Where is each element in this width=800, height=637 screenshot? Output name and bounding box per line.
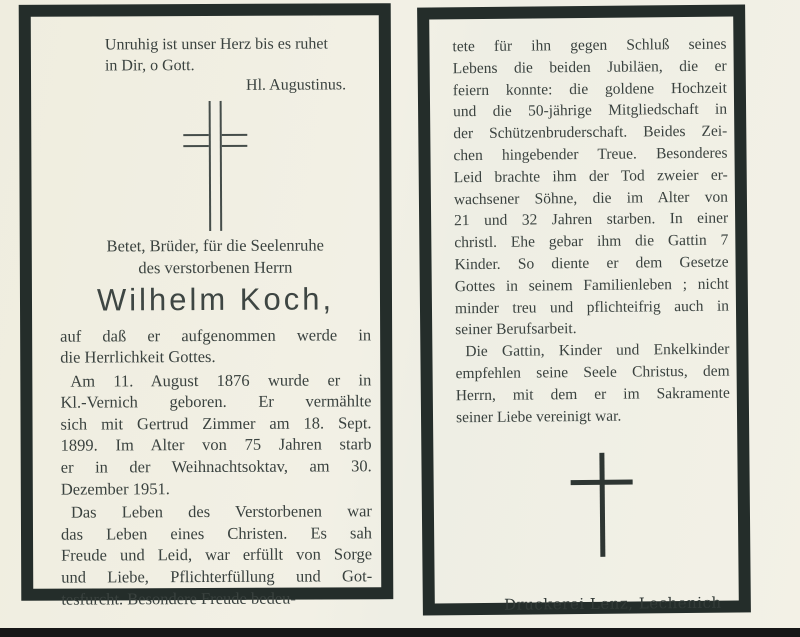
text-line: in Dir, o Gott. bbox=[104, 56, 195, 74]
deceased-name: Wilhelm Koch, bbox=[96, 280, 335, 317]
text-line: auf daß er aufgenommen werde in bbox=[60, 324, 372, 346]
text-line: Unruhig ist unser Herz bis es ruhet bbox=[104, 35, 328, 54]
text-line: Die Gattin, Kinder und Enkelkinder bbox=[465, 340, 730, 361]
text-line: Herrn, mit dem er im Sakramente bbox=[455, 384, 730, 404]
epigraph-attribution: Hl. Augustinus. bbox=[246, 76, 347, 94]
text-line: seiner Berufsarbeit. bbox=[455, 320, 577, 339]
text-line: Freude und Leid, war erfüllt von Sorge bbox=[61, 544, 373, 566]
text-line: und die 50-jährige Mitgliedschaft in bbox=[453, 101, 728, 121]
right-page-content bbox=[429, 17, 739, 615]
text-line: Gottes in seinem Familienleben ; nicht bbox=[454, 275, 729, 296]
text-line: und Liebe, Pflichterfüllung und Got- bbox=[61, 566, 373, 587]
text-line: tesfurcht. Besondere Freude bedeu- bbox=[61, 588, 296, 609]
text-line: der Schützenbruderschaft. Beides Zei- bbox=[453, 122, 728, 143]
text-line: 1899. Im Alter von 75 Jahren starb bbox=[60, 434, 372, 456]
text-line: Das Leben des Verstorbenen war bbox=[70, 501, 372, 522]
epigraph bbox=[105, 34, 346, 97]
epigraph-quote bbox=[105, 34, 346, 76]
text-line: Am 11. August 1876 wurde er in bbox=[70, 369, 372, 391]
text-line: 21 und 32 Jahren starben. In einer bbox=[454, 209, 729, 230]
prayer-request-text bbox=[60, 234, 371, 279]
text-line: Leid brachte ihm der Tod zweier er- bbox=[453, 166, 728, 187]
prayer-text bbox=[60, 324, 371, 369]
text-line: Dezember 1951. bbox=[60, 478, 170, 499]
cross-vertical-bar bbox=[208, 100, 222, 230]
double-line-cross-icon bbox=[183, 100, 248, 230]
text-line: er in der Weihnachtsoktav, am 30. bbox=[60, 456, 372, 477]
dedication-paragraph bbox=[455, 339, 730, 429]
text-line: des verstorbenen Herrn bbox=[138, 257, 293, 277]
text-line: Kinder. So diente er dem Gesetze bbox=[454, 253, 729, 274]
text-line: sich mit Gertrud Zimmer am 18. Sept. bbox=[60, 413, 372, 434]
left-page-content bbox=[31, 15, 381, 609]
cross-vertical-bar bbox=[599, 453, 605, 557]
cross-horizontal-bar bbox=[571, 480, 633, 486]
memorial-card-left-page bbox=[19, 3, 394, 609]
memorial-card-right-page bbox=[417, 4, 751, 615]
biography-paragraph bbox=[60, 369, 372, 500]
text-line: minder treu und pflichteifrig auch in bbox=[454, 297, 730, 317]
text-line: die Herrlichkeit Gottes. bbox=[60, 347, 216, 367]
text-line: seiner Liebe vereinigt war. bbox=[455, 407, 622, 426]
text-line: empfehlen seine Seele Christus, dem bbox=[455, 362, 730, 383]
text-line: Kl.-Vernich geboren. Er vermählte bbox=[60, 391, 372, 412]
scan-background-strip bbox=[0, 628, 800, 637]
life-paragraph bbox=[61, 501, 372, 610]
text-line: chen hingebender Treue. Besonderes bbox=[453, 144, 728, 165]
continuation-paragraph bbox=[452, 34, 729, 342]
text-line: tete für ihn gegen Schluß seines bbox=[452, 35, 727, 56]
printer-imprint: Druckerei Lenz, Lechenich bbox=[503, 594, 722, 615]
text-line: das Leben eines Christen. Es sah bbox=[60, 523, 373, 544]
text-line: christl. Ehe gebar ihm die Gattin 7 bbox=[454, 231, 729, 252]
text-line: feiern konnte: die goldene Hochzeit bbox=[452, 79, 727, 99]
latin-cross-icon bbox=[570, 453, 633, 558]
text-line: Betet, Brüder, für die Seelenruhe bbox=[106, 234, 325, 255]
text-line: Lebens die beiden Jubiläen, die er bbox=[452, 57, 727, 78]
text-line: wachsener Söhne, die im Alter von bbox=[453, 188, 729, 208]
